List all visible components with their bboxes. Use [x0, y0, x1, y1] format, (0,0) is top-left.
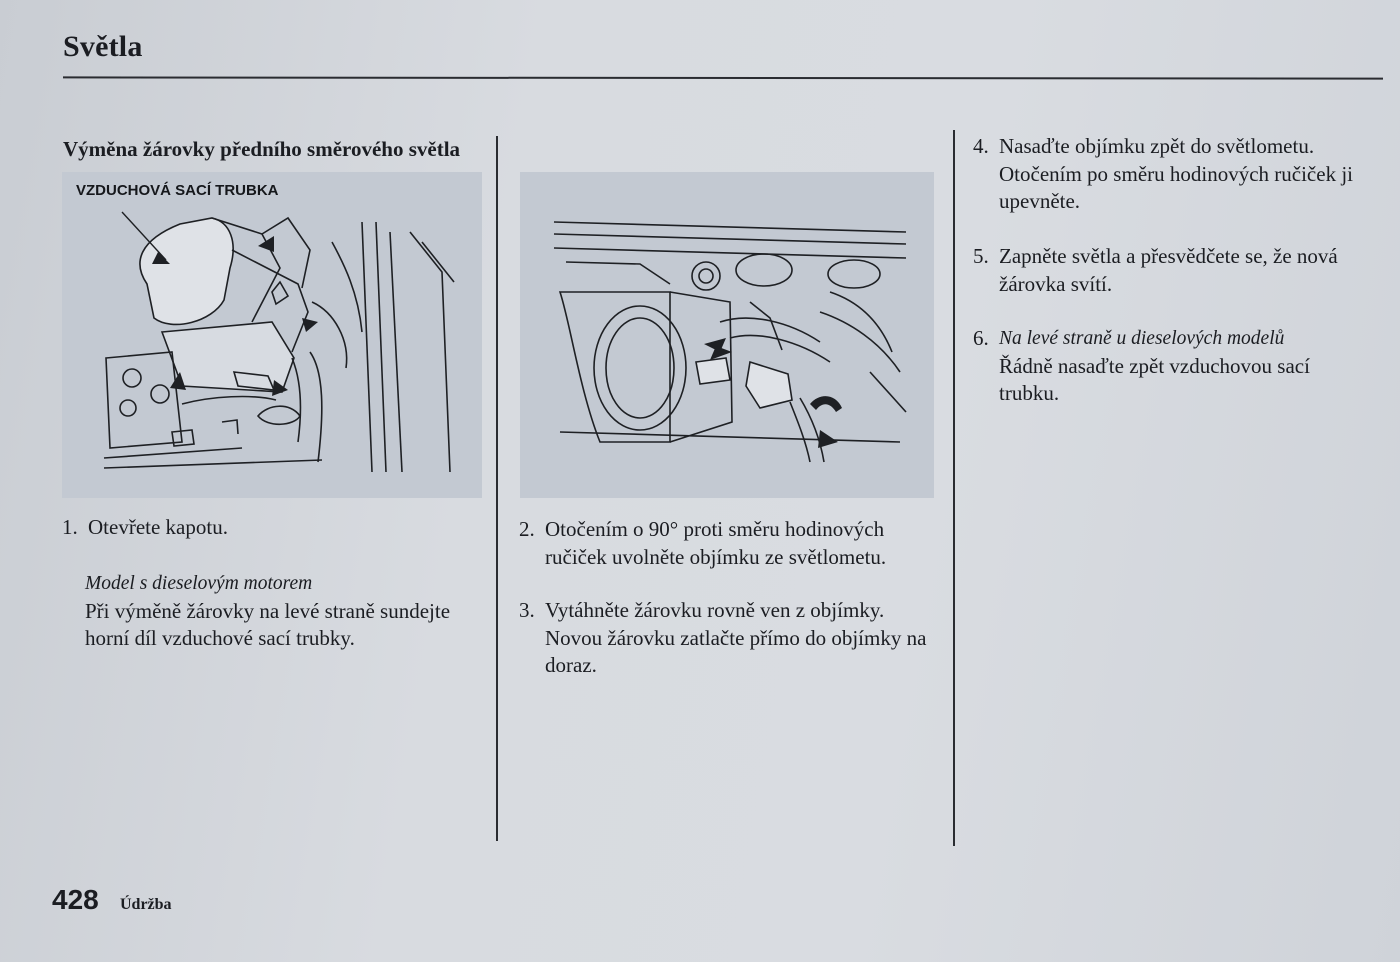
engine-bay-drawing	[62, 172, 482, 498]
column-divider-2	[953, 130, 955, 846]
step-number: 1.	[62, 515, 78, 539]
step-number: 4.	[973, 134, 989, 158]
page-number: 428	[52, 884, 99, 915]
step-6	[973, 325, 1373, 408]
footer-section-name: Údržba	[120, 896, 172, 913]
illustration-air-intake	[62, 172, 482, 498]
column-divider-1	[496, 136, 498, 841]
step-text-block	[999, 325, 1373, 408]
section-heading: Výměna žárovky předního směrového světla	[63, 137, 461, 161]
page-title: Světla	[63, 30, 143, 63]
step-text: Otočením o 90° proti směru hodinových ručiček uvolněte objímku ze světlometu.	[545, 517, 887, 569]
step-text: Vytáhněte žárovku rovně ven z objímky. Novou žárovku zatlačte přímo do objímky na doraz.	[545, 598, 927, 677]
step-3	[519, 597, 939, 680]
step-number: 6.	[973, 326, 989, 350]
air-intake-callout: VZDUCHOVÁ SACÍ TRUBKA	[76, 182, 279, 199]
step-number: 2.	[519, 517, 535, 541]
step-note: Na levé straně u dieselových modelů	[999, 328, 1285, 349]
step-4	[973, 133, 1385, 216]
diesel-note-label: Model s dieselovým motorem	[85, 573, 313, 594]
illustration-headlight-socket	[520, 172, 934, 498]
header-rule	[63, 76, 1383, 79]
step-1	[62, 514, 482, 542]
diesel-note	[85, 570, 485, 653]
step-2	[519, 516, 939, 571]
diesel-note-text: Při výměně žárovky na levé straně sundejte horní díl vzduchové sací trubky.	[85, 598, 451, 650]
socket-drawing	[520, 172, 934, 498]
step-number: 5.	[973, 244, 989, 268]
step-number: 3.	[519, 598, 535, 622]
step-text: Zapněte světla a přesvědčete se, že nová žárovka svítí.	[999, 244, 1338, 296]
step-text: Řádně nasaďte zpět vzduchovou sací trubku.	[999, 353, 1310, 405]
step-5	[973, 243, 1378, 298]
step-text: Nasaďte objímku zpět do světlometu. Otočením po směru hodinových ručiček ji upevněte.	[999, 134, 1353, 213]
step-text: Otevřete kapotu.	[88, 515, 228, 539]
